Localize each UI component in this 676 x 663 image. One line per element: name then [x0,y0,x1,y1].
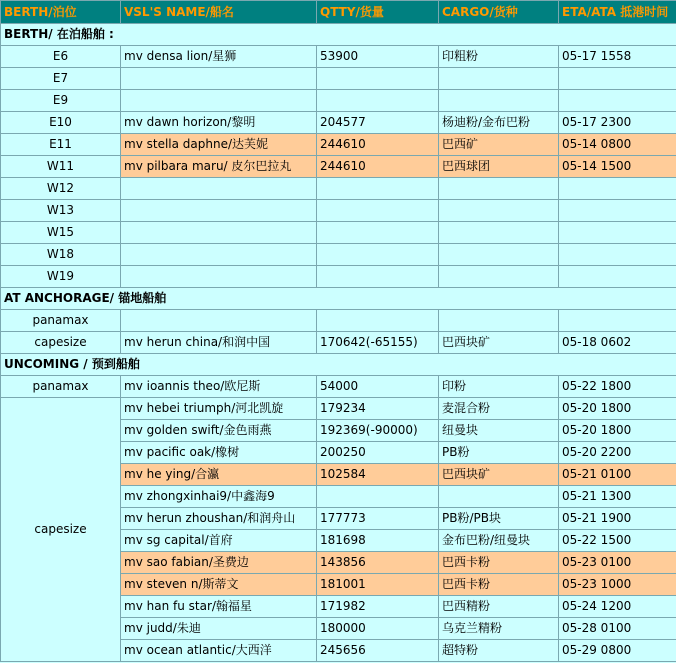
eta-cell: 05-14 0800 [559,134,676,156]
cargo-cell: 巴西球团 [439,156,559,178]
eta-cell: 05-21 1300 [559,486,676,508]
eta-cell [559,310,676,332]
section-incoming [1,354,676,376]
table-row [1,310,676,332]
header-quantity: QTTY/货量 [317,1,439,24]
vessel-name-cell: mv pacific oak/橡树 [121,442,317,464]
table-row [1,200,676,222]
vessel-name-cell: mv herun zhoushan/和润舟山 [121,508,317,530]
cargo-cell [439,486,559,508]
berth-cell: W12 [1,178,121,200]
cargo-cell [439,68,559,90]
vessel-name-cell: mv sao fabian/圣费边 [121,552,317,574]
vessel-name-cell: mv ocean atlantic/大西洋 [121,640,317,662]
vessel-name-cell: mv ioannis theo/欧尼斯 [121,376,317,398]
berth-cell: capesize [1,332,121,354]
quantity-cell: 171982 [317,596,439,618]
eta-cell: 05-14 1500 [559,156,676,178]
vessel-name-cell: mv golden swift/金色雨燕 [121,420,317,442]
vessel-name-cell: mv he ying/合瀛 [121,464,317,486]
cargo-cell: PB粉/PB块 [439,508,559,530]
eta-cell: 05-21 0100 [559,464,676,486]
berth-cell: E6 [1,46,121,68]
vessel-name-cell: mv han fu star/翰福星 [121,596,317,618]
vessel-name-cell [121,222,317,244]
berth-cell: E10 [1,112,121,134]
eta-cell [559,222,676,244]
quantity-cell: 192369(-90000) [317,420,439,442]
quantity-cell [317,222,439,244]
berth-cell: E7 [1,68,121,90]
quantity-cell [317,68,439,90]
table-row [1,68,676,90]
eta-cell: 05-22 1500 [559,530,676,552]
vessel-name-cell [121,200,317,222]
vessel-name-cell: mv zhongxinhai9/中鑫海9 [121,486,317,508]
table-row [1,332,676,354]
vessel-name-cell [121,68,317,90]
eta-cell [559,200,676,222]
berth-cell: W13 [1,200,121,222]
quantity-cell: 181698 [317,530,439,552]
eta-cell [559,68,676,90]
cargo-cell: PB粉 [439,442,559,464]
quantity-cell [317,178,439,200]
eta-cell: 05-21 1900 [559,508,676,530]
quantity-cell [317,200,439,222]
cargo-cell: 巴西块矿 [439,464,559,486]
vessel-name-cell [121,90,317,112]
quantity-cell: 102584 [317,464,439,486]
header-cargo: CARGO/货种 [439,1,559,24]
cargo-cell: 巴西矿 [439,134,559,156]
header-eta: ETA/ATA 抵港时间 [559,1,676,24]
cargo-cell [439,222,559,244]
cargo-cell: 金布巴粉/纽曼块 [439,530,559,552]
vessel-name-cell: mv densa lion/星狮 [121,46,317,68]
quantity-cell: 179234 [317,398,439,420]
quantity-cell: 244610 [317,134,439,156]
table-row-highlighted [1,134,676,156]
cargo-cell [439,244,559,266]
table-row [1,90,676,112]
vessel-name-cell: mv pilbara maru/ 皮尔巴拉丸 [121,156,317,178]
quantity-cell [317,90,439,112]
berth-cell: E11 [1,134,121,156]
eta-cell: 05-23 1000 [559,574,676,596]
quantity-cell: 245656 [317,640,439,662]
quantity-cell [317,310,439,332]
vessel-name-cell [121,310,317,332]
section-berth [1,24,676,46]
cargo-cell: 麦混合粉 [439,398,559,420]
table-row [1,178,676,200]
eta-cell: 05-17 1558 [559,46,676,68]
cargo-cell: 巴西卡粉 [439,574,559,596]
berth-cell: W15 [1,222,121,244]
cargo-cell: 乌克兰精粉 [439,618,559,640]
cargo-cell: 印粗粉 [439,46,559,68]
cargo-cell: 巴西精粉 [439,596,559,618]
quantity-cell [317,266,439,288]
quantity-cell: 180000 [317,618,439,640]
vessel-name-cell: mv dawn horizon/黎明 [121,112,317,134]
eta-cell: 05-20 1800 [559,398,676,420]
capesize-group-cell: capesize [1,398,121,662]
cargo-cell: 印粉 [439,376,559,398]
table-row [1,266,676,288]
cargo-cell: 超特粉 [439,640,559,662]
quantity-cell: 53900 [317,46,439,68]
eta-cell: 05-29 0800 [559,640,676,662]
quantity-cell: 244610 [317,156,439,178]
cargo-cell [439,266,559,288]
vessel-name-cell [121,266,317,288]
quantity-cell: 170642(-65155) [317,332,439,354]
eta-cell: 05-18 0602 [559,332,676,354]
header-row [1,1,676,24]
vessel-name-cell: mv judd/朱迪 [121,618,317,640]
cargo-cell: 纽曼块 [439,420,559,442]
cargo-cell: 杨迪粉/金布巴粉 [439,112,559,134]
berth-cell: W11 [1,156,121,178]
berth-cell: panamax [1,376,121,398]
cargo-cell [439,200,559,222]
table-row [1,398,676,420]
section-anchorage-title: AT ANCHORAGE/ 锚地船舶 [1,288,676,310]
vessel-name-cell: mv stella daphne/达芙妮 [121,134,317,156]
vessel-name-cell: mv sg capital/首府 [121,530,317,552]
table-row-highlighted [1,156,676,178]
cargo-cell [439,178,559,200]
vessel-name-cell [121,178,317,200]
quantity-cell: 54000 [317,376,439,398]
header-vessel-name: VSL'S NAME/船名 [121,1,317,24]
cargo-cell: 巴西卡粉 [439,552,559,574]
berth-cell: W18 [1,244,121,266]
cargo-cell [439,90,559,112]
quantity-cell [317,486,439,508]
eta-cell [559,266,676,288]
vessel-name-cell: mv steven n/斯蒂文 [121,574,317,596]
quantity-cell: 200250 [317,442,439,464]
eta-cell: 05-20 1800 [559,420,676,442]
berth-cell: W19 [1,266,121,288]
berth-cell: E9 [1,90,121,112]
eta-cell [559,178,676,200]
eta-cell: 05-17 2300 [559,112,676,134]
section-berth-title: BERTH/ 在泊船舶 : [1,24,676,46]
section-incoming-title: UNCOMING / 预到船舶 [1,354,676,376]
table-row [1,222,676,244]
section-anchorage [1,288,676,310]
eta-cell [559,244,676,266]
eta-cell: 05-20 2200 [559,442,676,464]
table-row [1,244,676,266]
cargo-cell [439,310,559,332]
table-row [1,376,676,398]
cargo-cell: 巴西块矿 [439,332,559,354]
eta-cell [559,90,676,112]
eta-cell: 05-22 1800 [559,376,676,398]
vessel-name-cell: mv hebei triumph/河北凯旋 [121,398,317,420]
eta-cell: 05-28 0100 [559,618,676,640]
berth-cell: panamax [1,310,121,332]
quantity-cell: 177773 [317,508,439,530]
quantity-cell [317,244,439,266]
quantity-cell: 181001 [317,574,439,596]
eta-cell: 05-24 1200 [559,596,676,618]
quantity-cell: 143856 [317,552,439,574]
table-row [1,112,676,134]
vessel-name-cell: mv herun china/和润中国 [121,332,317,354]
eta-cell: 05-23 0100 [559,552,676,574]
header-berth: BERTH/泊位 [1,1,121,24]
table-row [1,46,676,68]
vessel-name-cell [121,244,317,266]
quantity-cell: 204577 [317,112,439,134]
